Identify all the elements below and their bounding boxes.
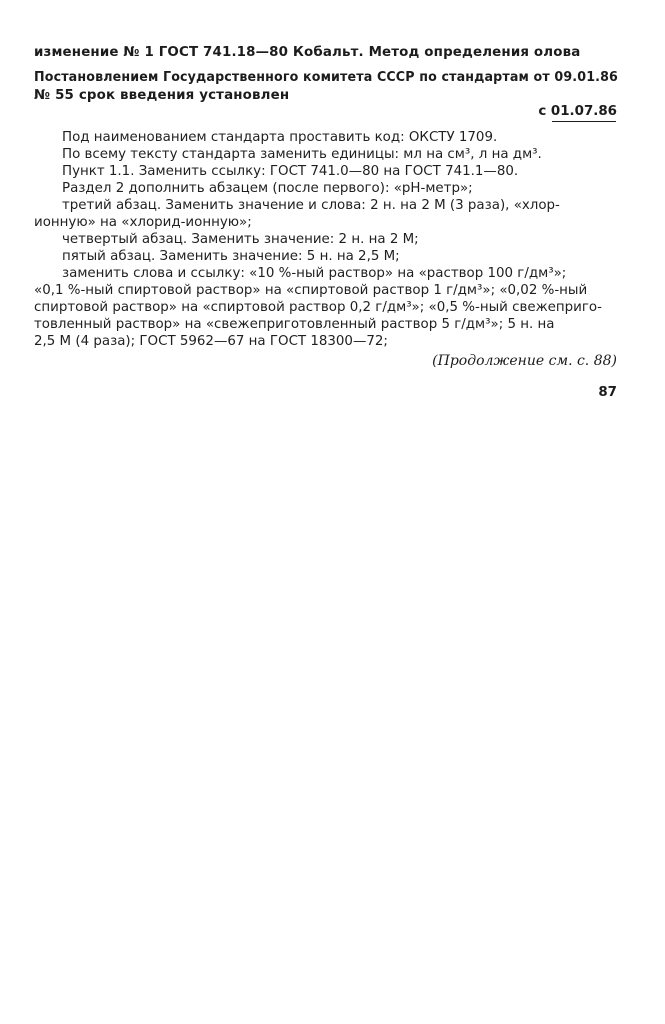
amendment-title: изменение № 1 ГОСТ 741.18—80 Кобальт. Метод определения олова [34, 45, 581, 60]
body-line: третий абзац. Заменить значение и слова: 2 н. на 2 М (3 раза), «хлор- [62, 198, 560, 213]
body-line: Пункт 1.1. Заменить ссылку: ГОСТ 741.0—80 на ГОСТ 741.1—80. [62, 164, 519, 179]
resolution-number-line: № 55 срок введения установлен [34, 88, 290, 103]
effective-date-underline [552, 121, 616, 122]
body-line: товленный раствор» на «свежеприготовленный раствор 5 г/дм³»; 5 н. на [34, 317, 555, 332]
body-line: 2,5 М (4 раза); ГОСТ 5962—67 на ГОСТ 18300—72; [34, 334, 388, 349]
effective-date: с 01.07.86 [538, 104, 617, 119]
body-line: четвертый абзац. Заменить значение: 2 н. на 2 М; [62, 232, 419, 247]
resolution-line: Постановлением Государственного комитета СССР по стандартам от 09.01.86 [34, 70, 618, 85]
body-line: заменить слова и ссылку: «10 %-ный раствор» на «раствор 100 г/дм³»; [62, 266, 567, 281]
body-line: спиртовой раствор» на «спиртовой раствор 0,2 г/дм³»; «0,5 %-ный свежеприго- [34, 300, 602, 315]
body-line: По всему тексту стандарта заменить единицы: мл на см³, л на дм³. [62, 147, 542, 162]
body-line: Раздел 2 дополнить абзацем (после первого): «рН-метр»; [62, 181, 473, 196]
page-number: 87 [598, 385, 617, 400]
continuation-note: (Продолжение см. с. 88) [432, 353, 617, 369]
body-line: «0,1 %-ный спиртовой раствор» на «спиртовой раствор 1 г/дм³»; «0,02 %-ный [34, 283, 588, 298]
body-line: пятый абзац. Заменить значение: 5 н. на 2,5 М; [62, 249, 400, 264]
body-line: Под наименованием стандарта проставить код: ОКСТУ 1709. [62, 130, 498, 145]
body-line: ионную» на «хлорид-ионную»; [34, 215, 252, 230]
